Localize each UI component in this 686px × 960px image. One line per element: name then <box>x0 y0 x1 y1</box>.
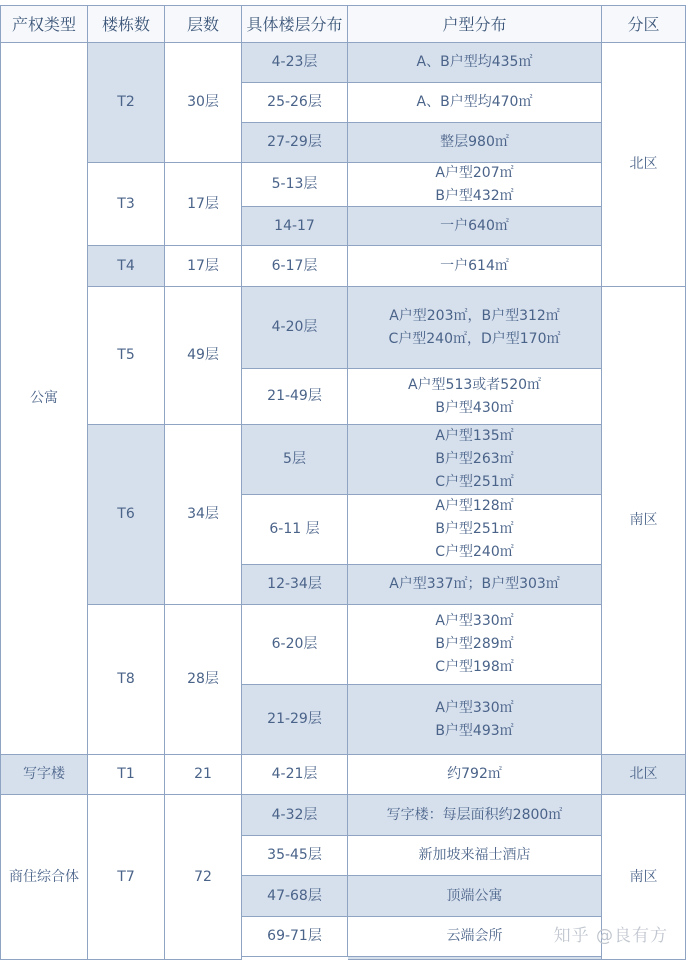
zone-cell: 南区 <box>602 795 686 960</box>
floor-range-cell: 21-29层 <box>242 685 348 755</box>
floor-range-cell: 6-20层 <box>242 605 348 685</box>
floor-count-cell: 34层 <box>165 425 242 605</box>
unit-layout-line: C户型198㎡ <box>435 659 514 675</box>
floor-range-cell: 35-45层 <box>242 836 348 876</box>
unit-layout-line: C户型251㎡ <box>435 474 514 490</box>
building-cell: T6 <box>88 425 165 605</box>
header-zone: 分区 <box>602 5 686 43</box>
unit-layout-line: 写字楼：每层面积约2800㎡ <box>386 806 563 823</box>
unit-layout-line: 约792㎡ <box>447 766 502 782</box>
unit-layout-cell <box>348 43 602 83</box>
unit-layout-cell <box>348 605 602 685</box>
building-cell: T4 <box>88 246 165 287</box>
building-cell: T2 <box>88 43 165 163</box>
property-type-cell: 写字楼 <box>0 755 88 795</box>
unit-layout-line: A户型128㎡ <box>435 498 514 514</box>
floor-range-cell: 25-26层 <box>242 83 348 123</box>
unit-layout-cell <box>348 163 602 207</box>
unit-layout-cell <box>348 755 602 795</box>
unit-layout-line: B户型430㎡ <box>435 399 514 416</box>
floor-range-cell: 5-13层 <box>242 163 348 207</box>
floor-range-cell: 5层 <box>242 425 348 495</box>
unit-layout-cell <box>348 123 602 163</box>
unit-layout-line: 一户614㎡ <box>440 257 509 274</box>
unit-layout-cell <box>348 495 602 565</box>
floor-range-cell: 21-49层 <box>242 369 348 425</box>
floor-range-cell: 4-20层 <box>242 287 348 369</box>
unit-layout-cell <box>348 685 602 755</box>
unit-layout-line: A户型203㎡，B户型312㎡ <box>389 307 560 324</box>
zone-cell: 北区 <box>602 755 686 795</box>
unit-layout-line: 云端会所 <box>446 928 503 944</box>
zone-cell: 南区 <box>602 287 686 755</box>
header-floor-count: 层数 <box>165 5 242 43</box>
floor-range-cell: 6-17层 <box>242 246 348 287</box>
property-type-cell: 公寓 <box>0 43 88 755</box>
floor-range-cell: 14-17 <box>242 207 348 246</box>
floor-range-cell: 12-34层 <box>242 565 348 605</box>
floor-count-cell: 21 <box>165 755 242 795</box>
unit-layout-cell <box>348 287 602 369</box>
floor-count-cell: 17层 <box>165 246 242 287</box>
watermark: 知乎 @良有方 <box>553 926 668 946</box>
unit-layout-line: B户型263㎡ <box>435 451 514 467</box>
floor-range-cell: 47-68层 <box>242 876 348 917</box>
header-unit-layout: 户型分布 <box>348 5 602 43</box>
unit-layout-line: B户型251㎡ <box>435 521 514 537</box>
unit-layout-cell <box>348 836 602 876</box>
floor-range-cell: 69-71层 <box>242 917 348 957</box>
unit-layout-cell <box>348 246 602 287</box>
building-cell: T5 <box>88 287 165 425</box>
unit-layout-line: 整层980㎡ <box>440 134 509 150</box>
floor-range-cell: 4-23层 <box>242 43 348 83</box>
unit-layout-cell <box>348 876 602 917</box>
unit-layout-line: A、B户型均435㎡ <box>416 54 533 70</box>
unit-layout-line: A户型337㎡；B户型303㎡ <box>389 576 560 592</box>
floor-range-cell: 27-29层 <box>242 123 348 163</box>
building-cell: T1 <box>88 755 165 795</box>
floor-range-cell: 4-32层 <box>242 795 348 836</box>
unit-layout-line: A、B户型均470㎡ <box>416 94 533 110</box>
building-cell: T3 <box>88 163 165 246</box>
zone-cell: 北区 <box>602 43 686 287</box>
header-property-type: 产权类型 <box>0 5 88 43</box>
unit-layout-line: B户型289㎡ <box>435 636 514 652</box>
floor-count-cell: 49层 <box>165 287 242 425</box>
header-floor-range: 具体楼层分布 <box>242 5 348 43</box>
unit-layout-line: A户型207㎡ <box>435 164 514 181</box>
unit-layout-line: B户型493㎡ <box>435 722 514 739</box>
header-building: 楼栋数 <box>88 5 165 43</box>
floor-count-cell: 30层 <box>165 43 242 163</box>
unit-layout-cell <box>348 207 602 246</box>
unit-layout-cell <box>348 565 602 605</box>
property-type-cell: 商住综合体 <box>0 795 88 960</box>
unit-layout-line: 新加坡来福士酒店 <box>418 847 531 863</box>
floor-count-cell: 17层 <box>165 163 242 246</box>
unit-layout-line: C户型240㎡ <box>435 544 514 560</box>
unit-layout-line: A户型330㎡ <box>435 699 514 716</box>
unit-layout-line: 一户640㎡ <box>440 217 509 234</box>
floor-range-cell: 4-21层 <box>242 755 348 795</box>
unit-layout-cell <box>348 795 602 836</box>
floor-count-cell: 28层 <box>165 605 242 755</box>
floor-range-cell: 6-11 层 <box>242 495 348 565</box>
unit-layout-line: A户型135㎡ <box>435 428 514 444</box>
floor-count-cell: 72 <box>165 795 242 960</box>
unit-layout-cell <box>348 83 602 123</box>
unit-layout-line: B户型432㎡ <box>435 187 514 204</box>
unit-layout-line: C户型240㎡，D户型170㎡ <box>388 330 561 347</box>
unit-layout-cell <box>348 425 602 495</box>
unit-layout-cell <box>348 369 602 425</box>
unit-layout-line: A户型513或者520㎡ <box>407 376 542 393</box>
building-cell: T8 <box>88 605 165 755</box>
unit-layout-line: A户型330㎡ <box>435 613 514 629</box>
unit-layout-line: 顶端公寓 <box>446 887 503 904</box>
building-cell: T7 <box>88 795 165 960</box>
